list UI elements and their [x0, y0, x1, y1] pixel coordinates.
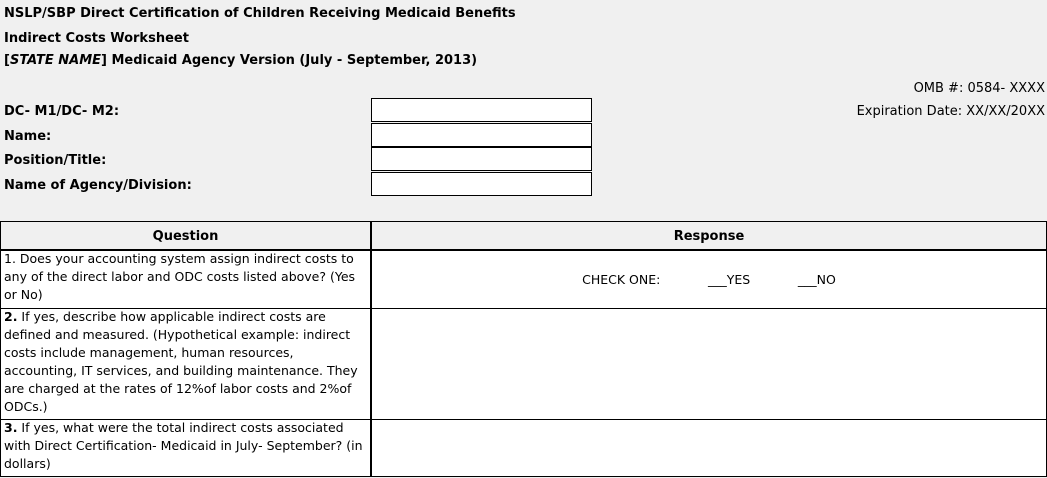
version-suffix: ] Medicaid Agency Version (July - September, 2013)	[101, 53, 478, 68]
question-1-text: Does your accounting system assign indirect costs to any of the direct labor and ODC costs listed above? (Yes or No)	[4, 251, 356, 302]
agency-field-label: Name of Agency/Division:	[4, 178, 192, 193]
form-title: NSLP/SBP Direct Certification of Children Receiving Medicaid Benefits	[4, 6, 516, 21]
name-field-label: Name:	[4, 129, 52, 144]
question-3-number: 3.	[4, 420, 18, 435]
expiration-date: Expiration Date: XX/XX/20XX	[856, 104, 1045, 119]
state-name-placeholder: STATE NAME	[9, 53, 102, 68]
response-1-check-one[interactable]: CHECK ONE: ___YES ___NO	[582, 272, 836, 287]
question-2	[4, 308, 368, 416]
question-3-text: If yes, what were the total indirect costs associated with Direct Certification- Medicaid in July- September? (in dollars)	[4, 420, 363, 471]
version-prefix: [	[4, 53, 10, 68]
name-field-input[interactable]	[371, 123, 592, 147]
agency-field-input[interactable]	[371, 172, 592, 196]
position-field-label: Position/Title:	[4, 153, 107, 168]
question-column-header: Question	[1, 222, 370, 251]
form-subtitle: Indirect Costs Worksheet	[4, 31, 189, 46]
omb-number: OMB #: 0584- XXXX	[913, 81, 1045, 96]
response-3-cell[interactable]	[372, 420, 1046, 475]
response-column-header: Response	[372, 222, 1046, 251]
question-2-text: If yes, describe how applicable indirect costs are defined and measured. (Hypothetical example: indirect costs include management, human resources, accounting, IT services, and building maintenance. They are charged at the rates of 12%of labor costs and 2%of ODCs.)	[4, 309, 358, 414]
question-2-number: 2.	[4, 309, 18, 324]
question-3	[4, 419, 368, 473]
question-1-number: 1.	[4, 251, 16, 266]
dc-field-label: DC- M1/DC- M2:	[4, 104, 120, 119]
questions-table	[0, 221, 1047, 477]
question-1	[4, 250, 368, 304]
dc-field-input[interactable]	[371, 98, 592, 122]
response-2-cell[interactable]	[372, 309, 1046, 418]
form-version	[4, 53, 477, 68]
position-field-input[interactable]	[371, 147, 592, 171]
